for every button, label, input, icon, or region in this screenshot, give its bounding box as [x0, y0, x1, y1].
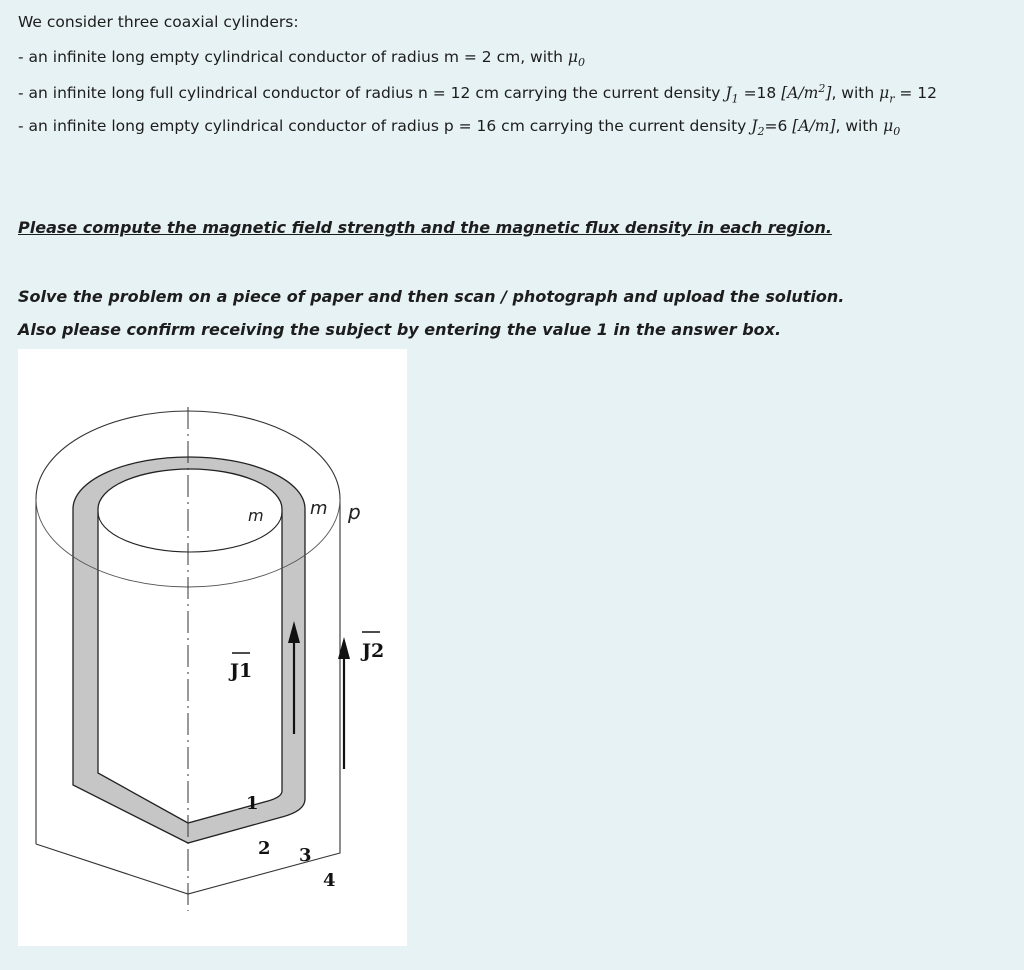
j-value: =18 [738, 84, 782, 103]
item-1-text: - an infinite long empty cylindrical conductor of radius m = 2 cm, with [18, 48, 568, 66]
j-symbol: J [751, 117, 758, 135]
coaxial-cylinders-figure [18, 349, 407, 946]
intro-text: We consider three coaxial cylinders: [18, 13, 299, 31]
item-2-text: - an infinite long full cylindrical conductor of radius n = 12 cm carrying the current density [18, 84, 726, 103]
mu-symbol: μ [883, 117, 894, 135]
hand-label-p: p [348, 500, 361, 524]
mu-value: = 12 [894, 84, 938, 103]
mu-subscript: 0 [577, 56, 585, 70]
j-subscript: 2 [757, 125, 765, 139]
mu-subscript: r [889, 92, 895, 106]
j-symbol: J [725, 84, 732, 103]
figure-drawing [18, 349, 407, 946]
with-text: , with [835, 117, 884, 135]
j-subscript: 1 [731, 92, 739, 106]
mu-symbol: μ [879, 84, 890, 103]
unit-close: ] [825, 84, 832, 103]
j-value: =6 [764, 117, 793, 135]
unit-superscript: 2 [818, 82, 826, 95]
region-1-label: 1 [246, 793, 259, 814]
item-middle-cylinder [18, 82, 937, 105]
mu-subscript: 0 [893, 125, 901, 139]
hand-label-inner: m [248, 506, 264, 525]
item-inner-cylinder [18, 48, 585, 69]
region-4-label: 4 [323, 870, 336, 891]
label-j2: J2 [362, 640, 385, 662]
task-heading: Please compute the magnetic field strength and the magnetic flux density in each region. [18, 218, 832, 237]
unit: [A/m] [792, 117, 836, 135]
item-outer-cylinder [18, 117, 900, 138]
mu-symbol: μ [567, 48, 578, 66]
region-2-label: 2 [258, 838, 271, 859]
item-3-text: - an infinite long empty cylindrical conductor of radius p = 16 cm carrying the current density [18, 117, 752, 135]
unit: [A/m [781, 84, 819, 103]
instruction-confirm: Also please confirm receiving the subject by entering the value 1 in the answer box. [18, 320, 782, 339]
region-3-label: 3 [299, 845, 312, 866]
label-j1: J1 [230, 660, 253, 682]
instruction-upload: Solve the problem on a piece of paper and then scan / photograph and upload the solution. [18, 287, 845, 306]
hand-label-m: m [310, 498, 328, 519]
with-text: , with [831, 84, 880, 103]
